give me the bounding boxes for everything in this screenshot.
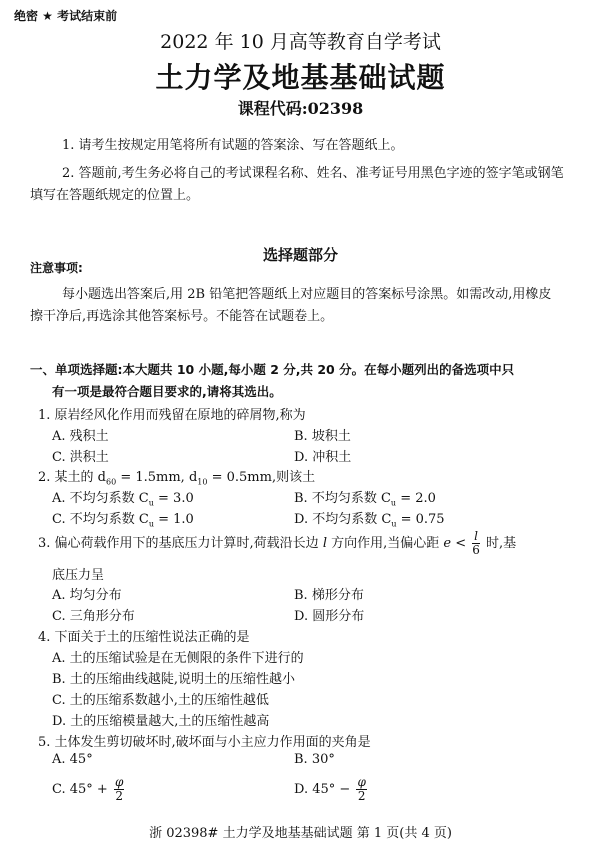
q5-stem: 5. 土体发生剪切破坏时,破坏面与小主应力作用面的夹角是 <box>38 735 371 750</box>
q4-option-d: D. 土的压缩模量越大,土的压缩性越高 <box>52 714 270 729</box>
q1-option-d: D. 冲积土 <box>294 450 352 465</box>
q5-d-fraction: $\frac{\varphi}{2}$ <box>357 775 366 803</box>
q1-option-b: B. 坡积土 <box>294 429 351 444</box>
q3-fraction: $\frac{l}{6}$ <box>472 529 480 557</box>
q1-option-c: C. 洪积土 <box>52 450 109 465</box>
q3-stem: 3. 偏心荷载作用下的基底压力计算时,荷载沿长边 l 方向作用,当偏心距 e < $\frac{l}{6}$ 时,基 <box>38 529 517 557</box>
q1-stem: 1. 原岩经风化作用而残留在原地的碎屑物,称为 <box>38 408 306 423</box>
q2-option-b: B. 不均匀系数 $C_u = 2.0$ <box>294 491 436 508</box>
part1-heading-cont: 有一项是最符合题目要求的,请将其选出。 <box>52 384 282 399</box>
q2-option-c: C. 不均匀系数 $C_u = 1.0$ <box>52 512 194 529</box>
q2-option-d: D. 不均匀系数 $C_u = 0.75$ <box>294 512 445 529</box>
exam-subject-title: 土力学及地基基础试题 <box>155 61 446 94</box>
q1-option-a: A. 残积土 <box>52 429 109 444</box>
q3-option-d: D. 圆形分布 <box>294 609 365 624</box>
q3-option-c: C. 三角形分布 <box>52 609 135 624</box>
q5-c-fraction: $\frac{\varphi}{2}$ <box>114 775 124 803</box>
q3-option-b: B. 梯形分布 <box>294 588 364 603</box>
instruction-1: 1. 请考生按规定用笔将所有试题的答案涂、写在答题纸上。 <box>62 138 404 153</box>
secrecy-header: 绝密 ★ 考试结束前 <box>14 9 118 23</box>
q3-option-a: A. 均匀分布 <box>52 588 122 603</box>
q4-option-a: A. 土的压缩试验是在无侧限的条件下进行的 <box>52 651 304 666</box>
q5-option-c: C. 45° + $\frac{\varphi}{2}$ <box>52 775 124 803</box>
notes-line-2: 擦干净后,再选涂其他答案标号。不能答在试题卷上。 <box>30 309 334 324</box>
exam-date-title: 2022 年 10 月高等教育自学考试 <box>160 31 441 53</box>
notes-line-1: 每小题选出答案后,用 2B 铅笔把答题纸上对应题目的答案标号涂黑。如需改动,用橡皮 <box>62 287 552 302</box>
part1-heading: 一、单项选择题:本大题共 10 小题,每小题 2 分,共 20 分。在每小题列出的备选项中只 <box>30 362 515 377</box>
q5-option-d: D. 45° − $\frac{\varphi}{2}$ <box>294 775 366 803</box>
course-code: 课程代码:02398 <box>237 99 364 118</box>
q2-option-a: A. 不均匀系数 $C_u = 3.0$ <box>52 491 194 508</box>
q5-option-a: A. 45° <box>52 752 93 767</box>
section-title: 选择题部分 <box>262 246 338 264</box>
q4-option-b: B. 土的压缩曲线越陡,说明土的压缩性越小 <box>52 672 295 687</box>
page-footer: 浙 02398# 土力学及地基基础试题 第 1 页(共 4 页) <box>149 826 452 841</box>
q2-stem: 2. 某土的 $d_{60} = 1.5mm$, $d_{10} = 0.5mm$,则该土 <box>38 470 316 487</box>
q5-option-b: B. 30° <box>294 752 335 767</box>
instruction-2-cont: 填写在答题纸规定的位置上。 <box>30 188 200 203</box>
notes-heading: 注意事项: <box>30 261 83 275</box>
q4-stem: 4. 下面关于土的压缩性说法正确的是 <box>38 630 250 645</box>
instruction-2: 2. 答题前,考生务必将自己的考试课程名称、姓名、准考证号用黑色字迹的签字笔或钢笔 <box>62 166 564 181</box>
q3-stem-cont: 底压力呈 <box>52 568 105 583</box>
q4-option-c: C. 土的压缩系数越小,土的压缩性越低 <box>52 693 269 708</box>
